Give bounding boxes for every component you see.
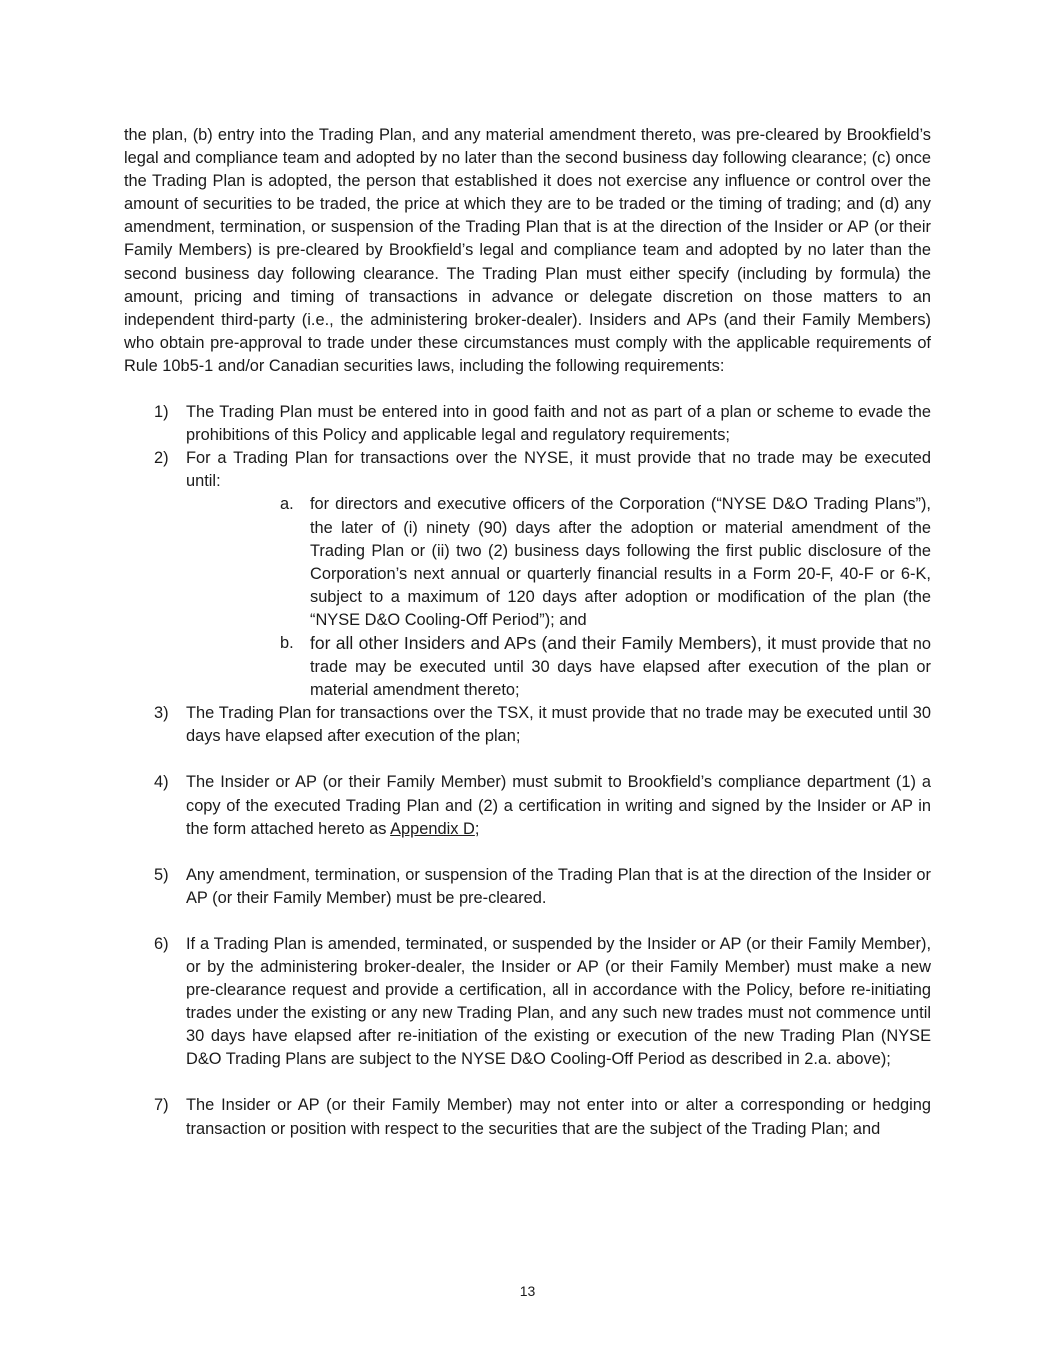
list-item-text: The Trading Plan must be entered into in good faith and not as part of a plan or scheme to evade the prohibitions of this Policy and applicable legal and regulatory requirements; (186, 403, 931, 445)
page-number: 13 (519, 1283, 536, 1299)
list-item-5 (124, 864, 931, 910)
sublist (124, 493, 931, 702)
list-item-4 (124, 771, 931, 840)
list-item-text: The Trading Plan for transactions over the TSX, it must provide that no trade may be executed until 30 days have elapsed after execution of the plan; (186, 704, 931, 746)
list-item-7 (124, 1094, 931, 1140)
sublist-letter: a. (280, 495, 294, 514)
intro-paragraph: the plan, (b) entry into the Trading Plan, and any material amendment thereto, was pre-cleared by Brookfield’s legal and compliance team and adopted by no later than the second business day following clearance; (c) once the Trading Plan is adopted, the person that established it does not exercise any influence or control over the amount of securities to be traded, the price at which they are to be traded or the timing of trading; and (d) any amendment, termination, or suspension of the Trading Plan that is at the direction of the Insider or AP (or their Family Members) is pre-cleared by Brookfield’s legal and compliance team and adopted by no later than the second business day following clearance. The Trading Plan must either specify (including by formula) the amount, pricing and timing of transactions in advance or delegate discretion on those matters to an independent third-party (i.e., the administering broker-dealer). Insiders and APs (and their Family Members) who obtain pre-approval to trade under these circumstances must comply with the applicable requirements of Rule 10b5-1 and/or Canadian securities laws, including the following requirements: (124, 126, 931, 375)
sublist-item-b (124, 632, 931, 702)
list-item-text: If a Trading Plan is amended, terminated, or suspended by the Insider or AP (or their Family Member), or by the administering broker-dealer, the Insider or AP (or their Family Member) must make a new pre-clearance request and provide a certification, all in accordance with the Policy, before re-initiating trades under the existing or any new Trading Plan, and any such new trades must not commence until 30 days have elapsed after re-initiation of the existing or execution of the new Trading Plan (NYSE D&O Trading Plans are subject to the NYSE D&O Cooling-Off Period as described in 2.a. above); (186, 934, 931, 1069)
requirements-list (124, 401, 931, 1141)
sublist-item-text: for directors and executive officers of the Corporation (“NYSE D&O Trading Plans”), the later of (i) ninety (90) days after the adoption or material amendment of the Trading Plan or (ii) two (2) business days following the first public disclosure of the Corporation’s next annual or quarterly financial results in a Form 20-F, 40-F or 6-K, subject to a maximum of 120 days after adoption or modification of the plan (the “NYSE D&O Cooling-Off Period”); and (310, 495, 931, 629)
appendix-d-link[interactable]: Appendix D (390, 819, 475, 838)
list-number: 2) (154, 449, 169, 468)
list-item-text-end: ; (474, 819, 480, 838)
list-item-1 (124, 401, 931, 447)
sublist-item-text: must provide that no trade may be executed until 30 days have elapsed after execution of the plan or material amendment thereto; (310, 634, 931, 700)
list-number: 5) (154, 865, 169, 884)
sublist-item-lead-text: for all other Insiders and APs (and their Family Members), it (310, 632, 776, 653)
list-item-text: Any amendment, termination, or suspension of the Trading Plan that is at the direction of the Insider or AP (or their Family Member) must be pre-cleared. (186, 865, 931, 907)
list-item-3 (124, 702, 931, 748)
list-number: 1) (154, 403, 169, 422)
sublist-letter: b. (280, 633, 294, 652)
list-item-6 (124, 933, 931, 1072)
list-item-2 (124, 447, 931, 493)
list-number: 7) (154, 1096, 169, 1115)
list-number: 6) (154, 934, 169, 953)
list-item-text: The Insider or AP (or their Family Member) may not enter into or alter a corresponding or hedging transaction or position with respect to the securities that are the subject of the Trading Plan; and (186, 1096, 931, 1138)
sublist-container (124, 493, 931, 702)
list-number: 4) (154, 773, 169, 792)
sublist-item-a (124, 493, 931, 632)
list-number: 3) (154, 704, 169, 723)
list-item-text: For a Trading Plan for transactions over the NYSE, it must provide that no trade may be executed until: (186, 449, 931, 491)
list-item-text: The Insider or AP (or their Family Member) must submit to Brookfield’s compliance department (1) a copy of the executed Trading Plan and (2) a certification in writing and signed by the Insider or AP in the form attached hereto as (186, 773, 931, 838)
document-page (124, 124, 931, 1141)
